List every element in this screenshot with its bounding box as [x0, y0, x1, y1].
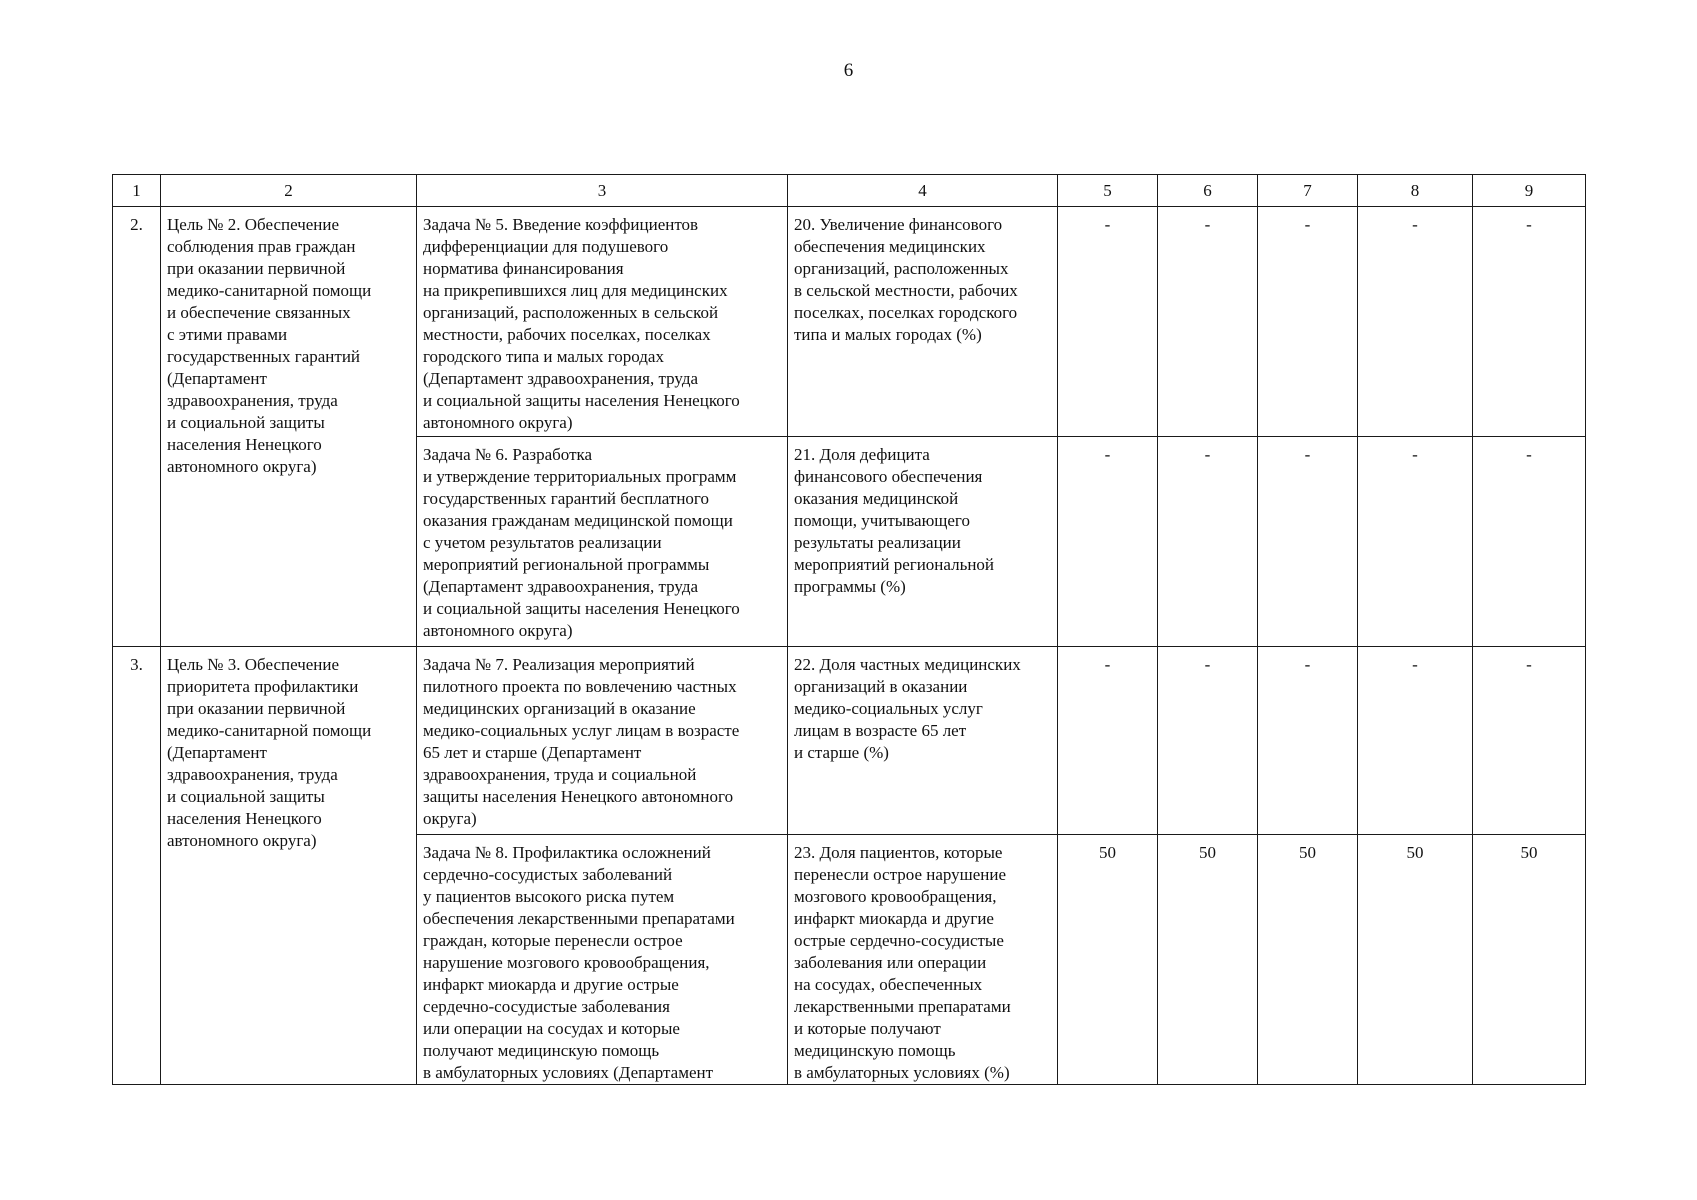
value-cell: 50: [1358, 835, 1473, 1085]
value-cell: -: [1473, 207, 1586, 437]
value-cell: -: [1358, 207, 1473, 437]
task-cell: Задача № 5. Введение коэффициентов дифференциации для подушевого норматива финансирования на прикрепившихся лиц для медицинских организаций, расположенных в сельской местности, рабочих поселках, поселках городского типа и малых городах (Департамент здравоохранения, труда и социальной защиты населения Ненецкого автономного округа): [417, 207, 788, 437]
value-cell: -: [1473, 437, 1586, 647]
page-number: 6: [843, 60, 854, 81]
value-cell: 50: [1473, 835, 1586, 1085]
column-header: 4: [788, 175, 1058, 207]
value-cell: -: [1158, 647, 1258, 835]
table-row: [113, 647, 1586, 835]
value-cell: -: [1058, 437, 1158, 647]
row-number: 2.: [113, 207, 161, 647]
value-cell: -: [1258, 647, 1358, 835]
indicator-cell: 21. Доля дефицита финансового обеспечения оказания медицинской помощи, учитывающего результаты реализации мероприятий региональной программы (%): [788, 437, 1058, 647]
value-cell: -: [1158, 437, 1258, 647]
value-cell: -: [1358, 647, 1473, 835]
column-header: 9: [1473, 175, 1586, 207]
task-cell: Задача № 6. Разработка и утверждение территориальных программ государственных гарантий бесплатного оказания гражданам медицинской помощи с учетом результатов реализации мероприятий региональной программы (Департамент здравоохранения, труда и социальной защиты населения Ненецкого автономного округа): [417, 437, 788, 647]
indicator-cell: 20. Увеличение финансового обеспечения медицинских организаций, расположенных в сельской местности, рабочих поселках, поселках городского типа и малых городах (%): [788, 207, 1058, 437]
column-header: 1: [113, 175, 161, 207]
value-cell: -: [1158, 207, 1258, 437]
column-header: 3: [417, 175, 788, 207]
column-header: 8: [1358, 175, 1473, 207]
indicator-cell: 23. Доля пациентов, которые перенесли острое нарушение мозгового кровообращения, инфаркт миокарда и другие острые сердечно-сосудистые заболевания или операции на сосудах, обеспеченных лекарственными препаратами и которые получают медицинскую помощь в амбулаторных условиях (%): [788, 835, 1058, 1085]
value-cell: 50: [1058, 835, 1158, 1085]
goal-cell: Цель № 3. Обеспечение приоритета профилактики при оказании первичной медико-санитарной помощи (Департамент здравоохранения, труда и социальной защиты населения Ненецкого автономного округа): [161, 647, 417, 1085]
value-cell: -: [1058, 647, 1158, 835]
column-header: 7: [1258, 175, 1358, 207]
task-cell: Задача № 8. Профилактика осложнений сердечно-сосудистых заболеваний у пациентов высокого риска путем обеспечения лекарственными препаратами граждан, которые перенесли острое нарушение мозгового кровообращения, инфаркт миокарда и другие острые сердечно-сосудистые заболевания или операции на сосудах и которые получают медицинскую помощь в амбулаторных условиях (Департамент: [417, 835, 788, 1085]
value-cell: -: [1058, 207, 1158, 437]
column-header: 6: [1158, 175, 1258, 207]
table-header-row: [113, 175, 1586, 207]
value-cell: 50: [1158, 835, 1258, 1085]
goal-cell: Цель № 2. Обеспечение соблюдения прав граждан при оказании первичной медико-санитарной помощи и обеспечение связанных с этими правами государственных гарантий (Департамент здравоохранения, труда и социальной защиты населения Ненецкого автономного округа): [161, 207, 417, 647]
value-cell: -: [1358, 437, 1473, 647]
column-header: 5: [1058, 175, 1158, 207]
row-number: 3.: [113, 647, 161, 1085]
indicator-cell: 22. Доля частных медицинских организаций в оказании медико-социальных услуг лицам в возрасте 65 лет и старше (%): [788, 647, 1058, 835]
table-row: [113, 207, 1586, 437]
value-cell: -: [1473, 647, 1586, 835]
value-cell: -: [1258, 207, 1358, 437]
value-cell: 50: [1258, 835, 1358, 1085]
column-header: 2: [161, 175, 417, 207]
value-cell: -: [1258, 437, 1358, 647]
indicators-table: [112, 174, 1586, 1085]
task-cell: Задача № 7. Реализация мероприятий пилотного проекта по вовлечению частных медицинских организаций в оказание медико-социальных услуг лицам в возрасте 65 лет и старше (Департамент здравоохранения, труда и социальной защиты населения Ненецкого автономного округа): [417, 647, 788, 835]
